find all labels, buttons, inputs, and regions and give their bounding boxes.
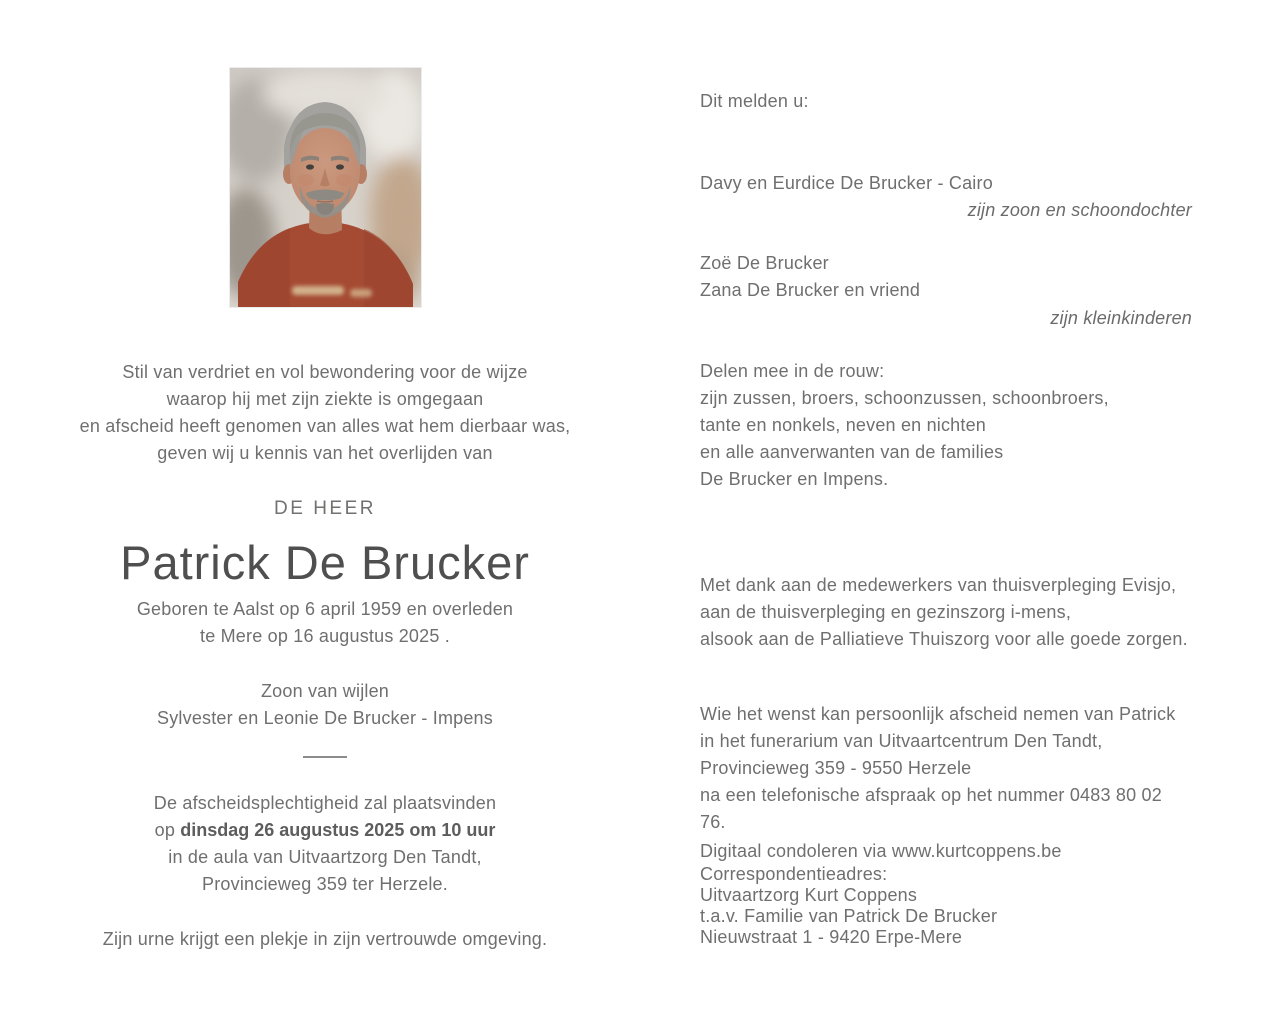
- mourning-line: De Brucker en Impens.: [700, 469, 889, 489]
- service-date-line: [155, 820, 496, 840]
- family-group-grandchildren: [700, 250, 1192, 304]
- parents-names: Sylvester en Leonie De Brucker - Impens: [157, 708, 493, 728]
- service-address-line: Provincieweg 359 ter Herzele.: [202, 874, 448, 894]
- thanks-line: alsook aan de Palliatieve Thuiszorg voor alle goede zorgen.: [700, 629, 1188, 649]
- intro-line: geven wij u kennis van het overlijden van: [157, 443, 493, 463]
- correspondence-line: t.a.v. Familie van Patrick De Brucker: [700, 906, 998, 926]
- relation-label-grandchildren: zijn kleinkinderen: [1050, 308, 1192, 328]
- deceased-name: Patrick De Brucker: [120, 536, 530, 589]
- service-location-line: in de aula van Uitvaartzorg Den Tandt,: [168, 847, 482, 867]
- farewell-line: in het funerarium van Uitvaartcentrum Den Tandt,: [700, 731, 1103, 751]
- grandchild-name: Zoë De Brucker: [700, 253, 829, 273]
- farewell-line: na een telefonische afspraak op het nummer 0483 80 02 76.: [700, 785, 1162, 832]
- mourning-line: tante en nonkels, neven en nichten: [700, 415, 987, 435]
- farewell-line: Provincieweg 359 - 9550 Herzele: [700, 758, 972, 778]
- farewell-visit-paragraph: [700, 701, 1192, 836]
- mourning-line: Delen mee in de rouw:: [700, 361, 885, 381]
- correspondence-line: Correspondentieadres:: [700, 864, 888, 884]
- correspondence-line: Nieuwstraat 1 - 9420 Erpe-Mere: [700, 927, 963, 947]
- intro-line: en afscheid heeft genomen van alles wat hem dierbaar was,: [79, 416, 571, 436]
- thanks-line: aan de thuisverpleging en gezinszorg i-mens,: [700, 602, 1072, 622]
- portrait-photo: [230, 68, 421, 307]
- intro-line: waarop hij met zijn ziekte is omgegaan: [166, 389, 484, 409]
- mourning-line: zijn zussen, broers, schoonzussen, schoonbroers,: [700, 388, 1109, 408]
- service-date: dinsdag 26 augustus 2025 om 10 uur: [180, 820, 496, 840]
- birth-death-dates: [0, 596, 650, 650]
- grandchild-name: Zana De Brucker en vriend: [700, 280, 921, 300]
- urn-note: Zijn urne krijgt een plekje in zijn vertrouwde omgeving.: [102, 929, 548, 949]
- online-condolence-line: Digitaal condoleren via www.kurtcoppens.be: [700, 841, 1062, 861]
- portrait-illustration: [230, 68, 421, 307]
- mourning-line: en alle aanverwanten van de families: [700, 442, 1004, 462]
- thanks-paragraph: [700, 572, 1192, 653]
- farewell-line: Wie het wenst kan persoonlijk afscheid nemen van Patrick: [700, 704, 1176, 724]
- service-line: De afscheidsplechtigheid zal plaatsvinden: [153, 793, 497, 813]
- parents-paragraph: [0, 678, 650, 732]
- intro-paragraph: [0, 359, 650, 467]
- relation-label-son: zijn zoon en schoondochter: [967, 200, 1192, 220]
- son-of-line: Zoon van wijlen: [260, 681, 390, 701]
- mourning-paragraph: [700, 358, 1192, 493]
- intro-line: Stil van verdriet en vol bewondering voor de wijze: [122, 362, 528, 382]
- announcement-intro: Dit melden u:: [700, 91, 809, 111]
- service-details: [0, 790, 650, 898]
- family-group-son: Davy en Eurdice De Brucker - Cairo: [700, 173, 993, 193]
- death-line: te Mere op 16 augustus 2025 .: [200, 626, 450, 646]
- thanks-line: Met dank aan de medewerkers van thuisverpleging Evisjo,: [700, 575, 1177, 595]
- service-date-prefix: op: [154, 820, 181, 840]
- birth-line: Geboren te Aalst op 6 april 1959 en overleden: [136, 599, 514, 619]
- correspondence-address: [700, 864, 1192, 948]
- section-divider: [303, 756, 347, 758]
- correspondence-line: Uitvaartzorg Kurt Coppens: [700, 885, 918, 905]
- honorific-title: DE HEER: [274, 498, 376, 519]
